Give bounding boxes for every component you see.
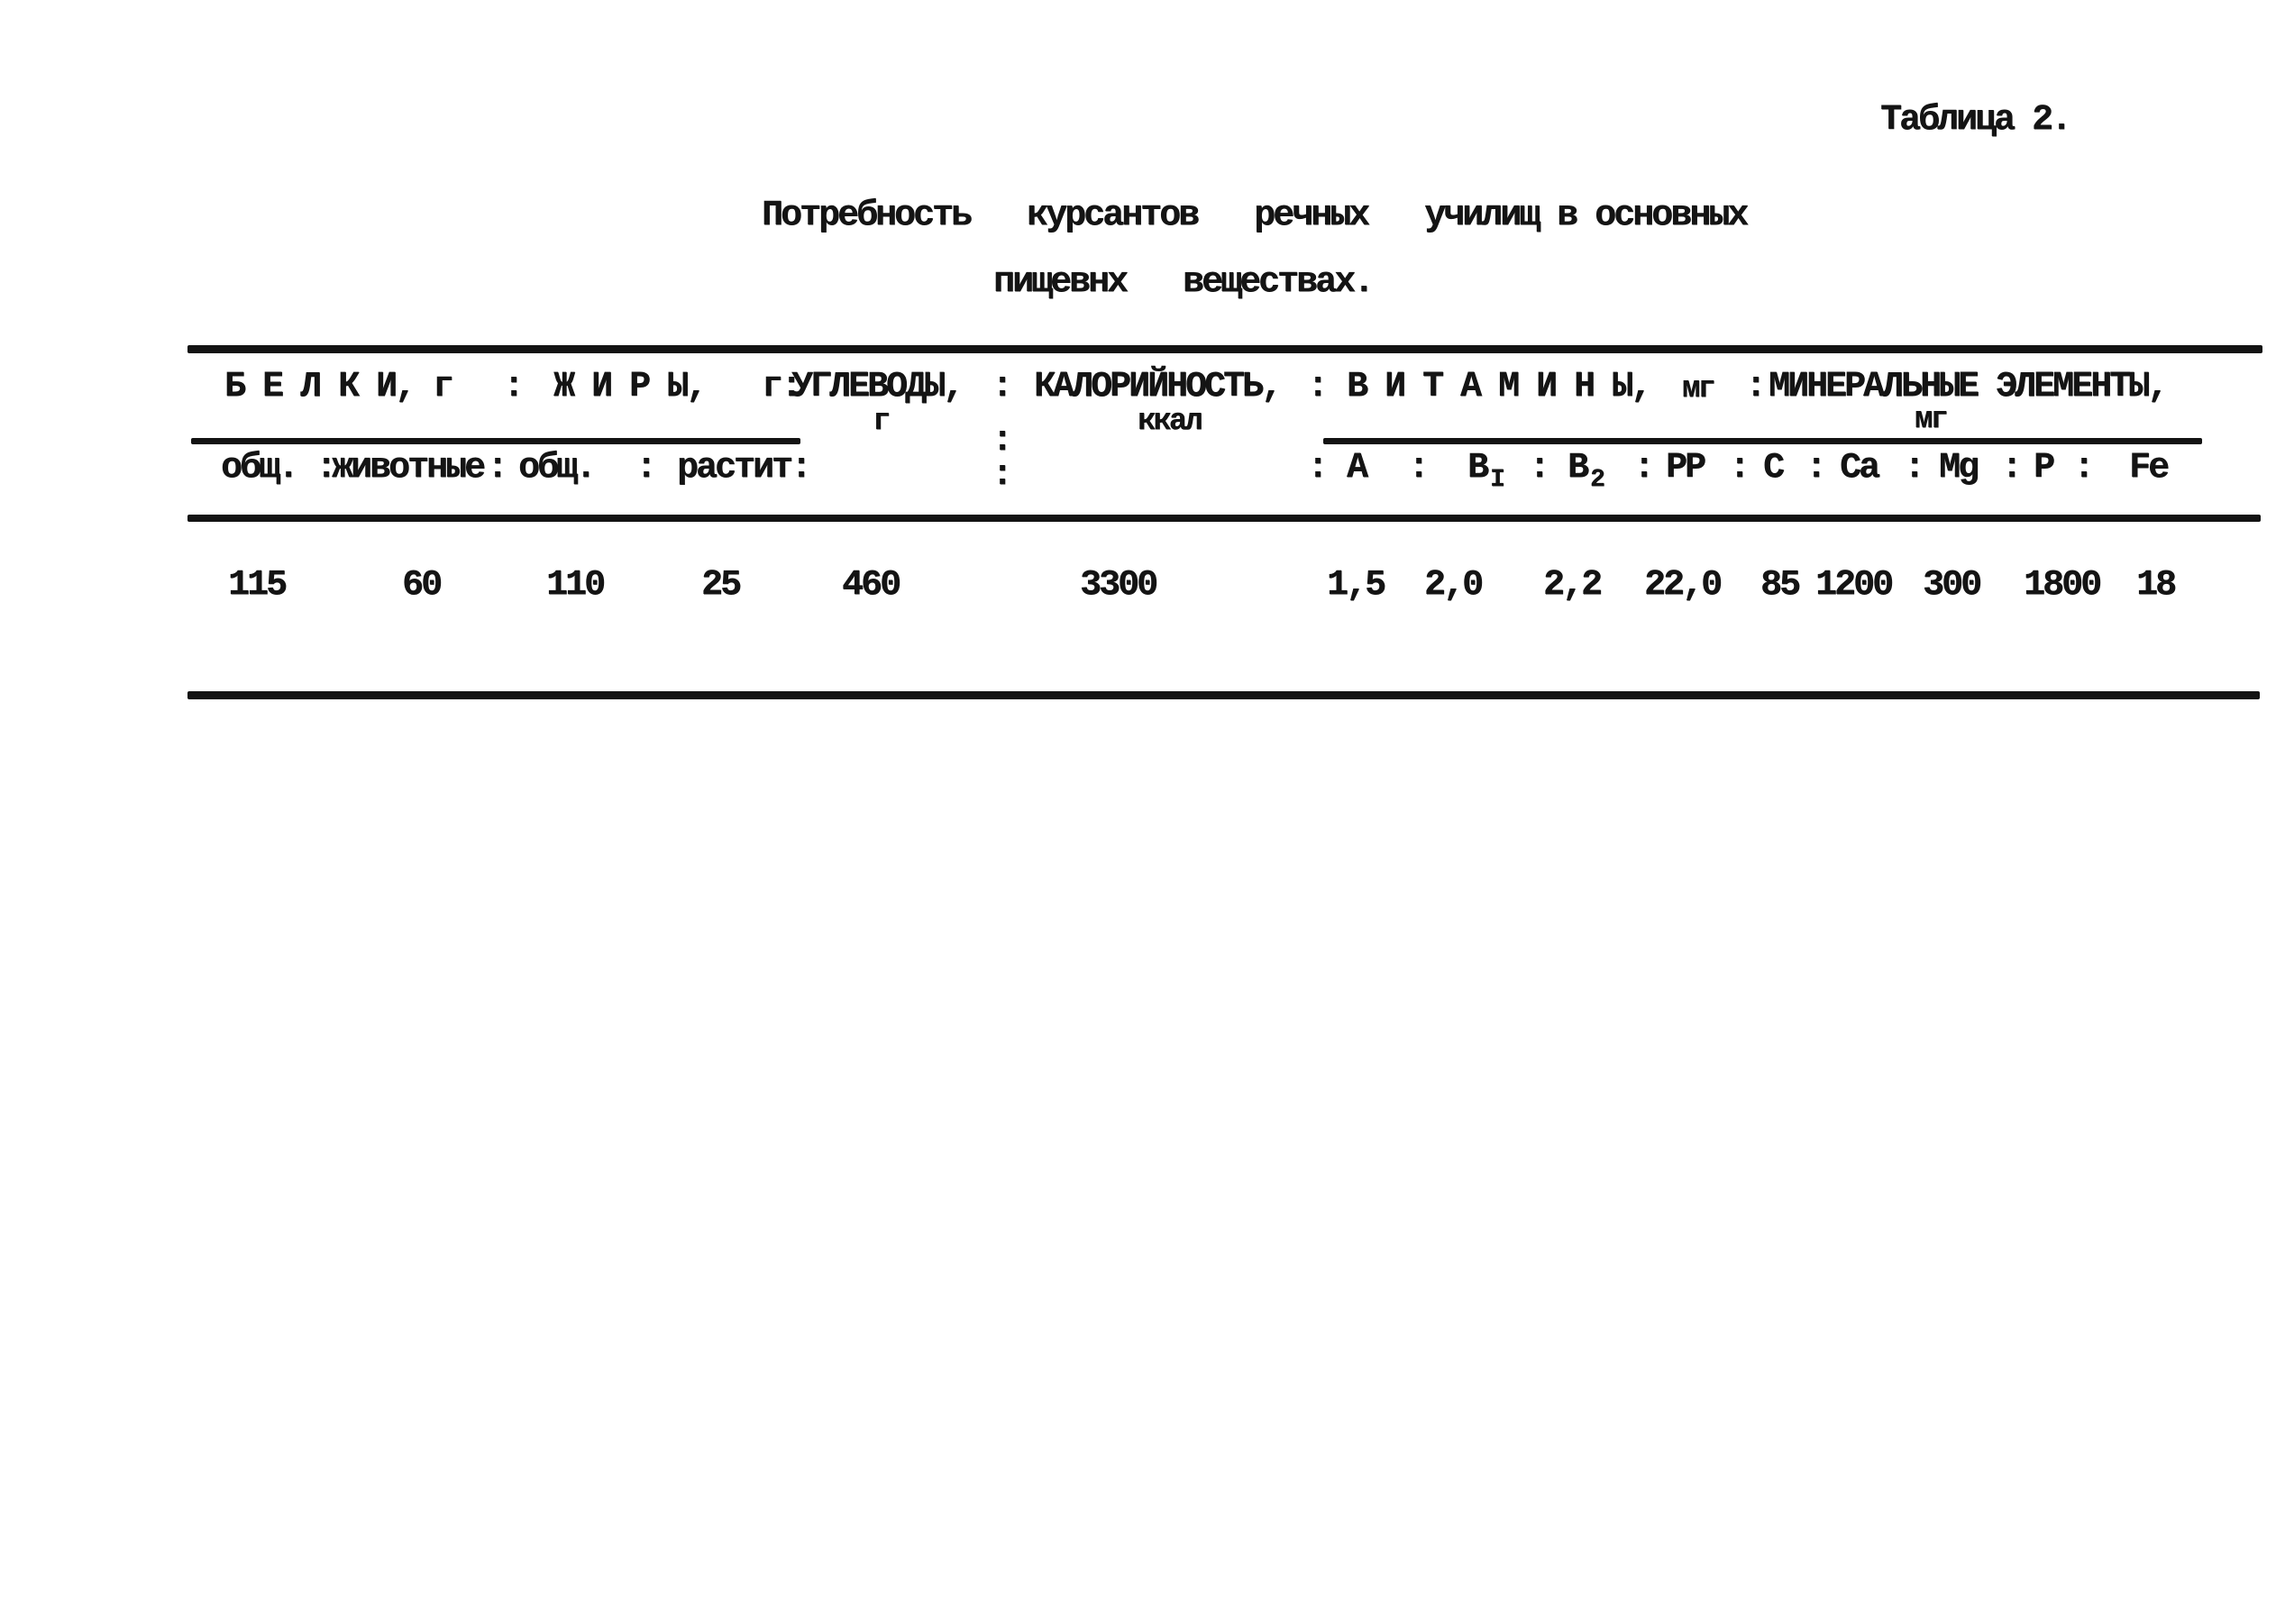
cell-vitamin-pp: 22,0 (1644, 565, 1721, 606)
subcol-proteins-total: общ. (221, 448, 297, 488)
cell-phosphorus: 1800 (2024, 565, 2100, 606)
table-rule-top (187, 345, 2262, 353)
document-title-line1: Потребность курсантов речных училищ в основных (762, 196, 1747, 236)
subcol-vitamin-b2: В (1568, 448, 1587, 488)
header-separator-colon: : (503, 367, 523, 407)
cell-vitamin-b2: 2,2 (1543, 565, 1601, 606)
cell-calcium: 1200 (1815, 565, 1892, 606)
cell-calories: 3300 (1080, 565, 1156, 606)
header-separator-colon: : (1408, 448, 1428, 488)
col-header-carbs-unit: г (873, 405, 889, 439)
header-separator-colon: : (1307, 367, 1327, 407)
header-separator-colon: : (487, 448, 507, 488)
dotted-separator-colon: : (992, 455, 1011, 496)
header-separator-colon: : (1904, 448, 1924, 488)
header-separator-colon: : (1805, 448, 1825, 488)
subcol-iron: Fe (2129, 448, 2168, 488)
subcol-calcium: Са (1840, 448, 1878, 488)
cell-iron: 18 (2136, 565, 2175, 606)
table-rule-under-proteins-fats (191, 438, 800, 444)
header-separator-colon: : (1529, 448, 1549, 488)
cell-vitamin-c: 85 (1760, 565, 1799, 606)
header-separator-colon: : (992, 367, 1011, 407)
col-header-calories: КАЛОРИЙНОСТЬ, (1034, 367, 1281, 407)
cell-proteins-animal: 60 (402, 565, 441, 606)
cell-vitamin-a: 1,5 (1327, 565, 1385, 606)
col-header-fats: Ж И Р Ы, (553, 367, 706, 407)
header-separator-colon: : (1633, 448, 1653, 488)
header-separator-colon: : (2073, 448, 2093, 488)
document-title-line2: пищевнх веществах. (993, 262, 1373, 303)
col-header-proteins: Б Е Л К И, г (224, 367, 452, 407)
subcol-vitamin-pp: РР (1666, 448, 1705, 488)
cell-vitamin-b1: 2,0 (1424, 565, 1482, 606)
subcol-proteins-animal: животные (332, 448, 484, 488)
cell-proteins-total: 115 (228, 565, 286, 606)
table-rule-bottom (187, 691, 2260, 699)
header-separator-colon: : (1729, 448, 1749, 488)
subcol-vitamin-b2-subscript: 2 (1590, 466, 1603, 494)
cell-fats-total: 110 (546, 565, 604, 606)
table-rule-under-vitamins-minerals (1323, 438, 2202, 444)
col-header-vitamins-unit: мг (1682, 372, 1714, 406)
subcol-vitamin-a: А (1347, 448, 1367, 488)
table-number-label: Таблица 2. (1880, 100, 2070, 141)
col-header-calories-unit: ккал (1138, 405, 1201, 439)
subcol-vitamin-c: С (1763, 448, 1783, 488)
subcol-phosphorus: Р (2034, 448, 2053, 488)
subcol-vitamin-b1-subscript: I (1490, 466, 1503, 494)
cell-fats-plant: 25 (701, 565, 740, 606)
header-separator-colon: : (1307, 448, 1327, 488)
dotted-separator-colon: : (992, 421, 1011, 461)
cell-carbs: 460 (842, 565, 900, 606)
subcol-fats-plant: растит: (677, 448, 810, 488)
col-header-minerals: МИНЕРАЛЬНЫЕ ЭЛЕМЕНТЫ, (1769, 367, 2167, 407)
cell-magnesium: 300 (1923, 565, 1980, 606)
header-separator-colon: : (1745, 367, 1765, 407)
header-separator-colon: : (635, 448, 655, 488)
header-separator-colon: : (2001, 448, 2021, 488)
col-header-fats-unit: г: (762, 367, 800, 407)
header-separator-colon: : (315, 448, 335, 488)
subcol-magnesium: Мg (1939, 448, 1978, 488)
subcol-fats-total: общ. (518, 448, 595, 488)
col-header-carbs: УГЛЕВОДЫ, (791, 367, 963, 407)
subcol-vitamin-b1: В (1467, 448, 1487, 488)
table-rule-header-bottom (187, 515, 2261, 522)
col-header-vitamins: В И Т А М И Н Ы, (1347, 367, 1650, 407)
col-header-minerals-unit: мг (1915, 403, 1946, 437)
